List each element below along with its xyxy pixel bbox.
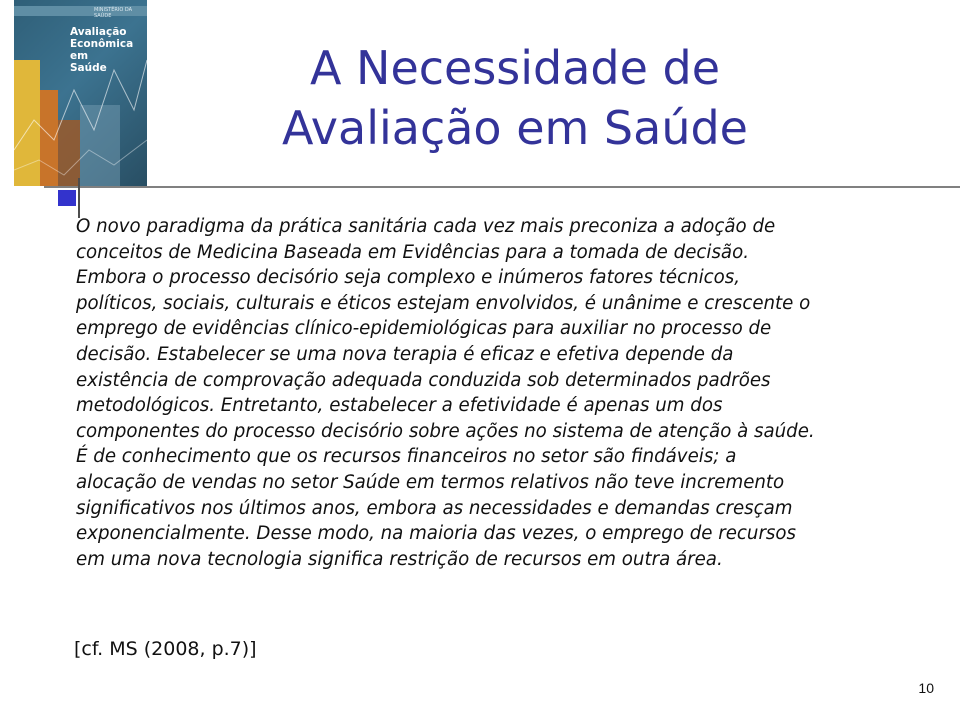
title-divider [44, 186, 960, 188]
slide-title [190, 38, 840, 158]
cover-title-line: Econômica [70, 38, 134, 50]
cover-title [70, 26, 144, 74]
body-line: Embora o processo decisório seja complexo e inúmeros fatores técnicos, [76, 267, 741, 289]
body-line: decisão. Estabelecer se uma nova terapia é eficaz e efetiva depende da [76, 343, 734, 365]
slide-title-line-1: A Necessidade de [309, 41, 721, 95]
bullet-square-icon [58, 190, 76, 206]
cover-title-line: Saúde [70, 62, 107, 74]
vertical-accent-line [78, 178, 80, 218]
body-line: em uma nova tecnologia significa restrição de recursos em outra área. [76, 548, 723, 570]
body-line: emprego de evidências clínico-epidemiológicas para auxiliar no processo de [76, 318, 772, 340]
body-line: políticos, sociais, culturais e éticos estejam envolvidos, é unânime e crescente o [76, 292, 811, 314]
body-line: metodológicos. Entretanto, estabelecer a efetividade é apenas um dos [76, 395, 723, 417]
body-line: alocação de vendas no setor Saúde em termos relativos não teve incremento [76, 471, 785, 493]
cover-title-line: Avaliação [70, 26, 127, 38]
body-line: existência de comprovação adequada conduzida sob determinados padrões [76, 369, 771, 391]
body-line: significativos nos últimos anos, embora as necessidades e demandas cresçam [76, 497, 793, 519]
body-line: exponencialmente. Desse modo, na maioria das vezes, o emprego de recursos [76, 523, 797, 545]
book-cover-image [14, 0, 147, 186]
cover-band-text: MINISTÉRIO DA SAÚDE [94, 7, 133, 19]
slide-title-line-2: Avaliação em Saúde [282, 101, 748, 155]
citation: [cf. MS (2008, p.7)] [74, 638, 257, 660]
body-paragraph [76, 214, 944, 572]
cover-title-line: em [70, 50, 89, 62]
body-line: conceitos de Medicina Baseada em Evidências para a tomada de decisão. [76, 241, 749, 263]
body-line: É de conhecimento que os recursos financeiros no setor são findáveis; a [76, 446, 737, 468]
body-line: O novo paradigma da prática sanitária cada vez mais preconiza a adoção de [76, 216, 776, 237]
page-number: 10 [918, 680, 934, 696]
body-line: componentes do processo decisório sobre ações no sistema de atenção à saúde. [76, 420, 815, 442]
